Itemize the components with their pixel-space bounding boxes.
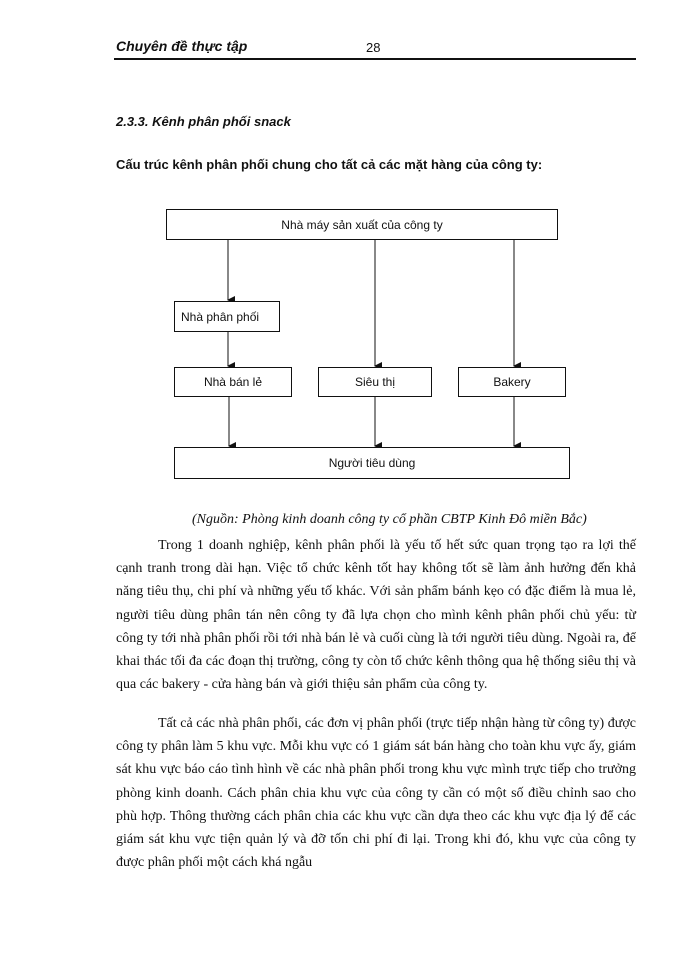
node-factory — [166, 209, 558, 240]
node-supermarket-label: Siêu thị — [354, 375, 396, 389]
node-retailer — [174, 367, 292, 397]
header-title: Chuyên đề thực tập — [116, 38, 248, 54]
body-paragraph-1: Trong 1 doanh nghiệp, kênh phân phối là yếu tố hết sức quan trọng tạo ra lợi thế cạnh tranh trong dài hạn. Việc tổ chức kênh tốt hay không tốt sẽ làm ảnh hưởng đến khả năng tiêu thụ, chi phí và những yếu tố khác. Với sản phẩm bánh kẹo có đặc điểm là mua lẻ, người tiêu dùng phân tán nên công ty đã lựa chọn cho mình kênh phân phối chủ yếu: từ công ty tới nhà phân phối rồi tới nhà bán lẻ và cuối cùng là tới người tiêu dùng. Ngoài ra, để khai thác tối đa các đoạn thị trường, công ty còn tổ chức kênh thông qua hệ thống siêu thị và qua các bakery - cửa hàng bán và giới thiệu sản phẩm của công ty. — [116, 538, 636, 693]
diagram-caption: Cấu trúc kênh phân phối chung cho tất cả các mặt hàng của công ty: — [116, 157, 543, 172]
node-bakery — [458, 367, 566, 397]
node-consumer — [174, 447, 570, 479]
node-consumer-label: Người tiêu dùng — [328, 456, 416, 470]
node-supermarket — [318, 367, 432, 397]
section-heading: 2.3.3. Kênh phân phối snack — [116, 114, 291, 129]
node-distributor-label: Nhà phân phối — [181, 309, 260, 324]
source-note: (Nguồn: Phòng kinh doanh công ty cổ phần CBTP Kinh Đô miền Bắc) — [192, 512, 587, 527]
node-retailer-label: Nhà bán lẻ — [203, 375, 263, 389]
node-bakery-label: Bakery — [493, 375, 531, 389]
page-number: 28 — [366, 40, 381, 55]
header-rule — [114, 58, 636, 60]
node-factory-label: Nhà máy sản xuất của công ty — [281, 217, 443, 232]
node-distributor — [174, 301, 280, 332]
body-paragraph-2: Tất cả các nhà phân phối, các đơn vị phân phối (trực tiếp nhận hàng từ công ty) được công ty phân làm 5 khu vực. Mỗi khu vực có 1 giám sát bán hàng cho toàn khu vực ấy, giám sát khu vực báo cáo tình hình về các nhà phân phối trong khu vực mình trực tiếp cho trưởng phòng kinh doanh. Cách phân chia khu vực của công ty cần có một số điều chỉnh sao cho phù hợp. Thông thường cách phân chia các khu vực cần dựa theo các khu vực địa lý để các giám sát khu vực tiện quản lý và đỡ tốn chi phí đi lại. Trong khi đó, khu vực của công ty được phân phối một cách khá ngẫu — [116, 716, 636, 871]
